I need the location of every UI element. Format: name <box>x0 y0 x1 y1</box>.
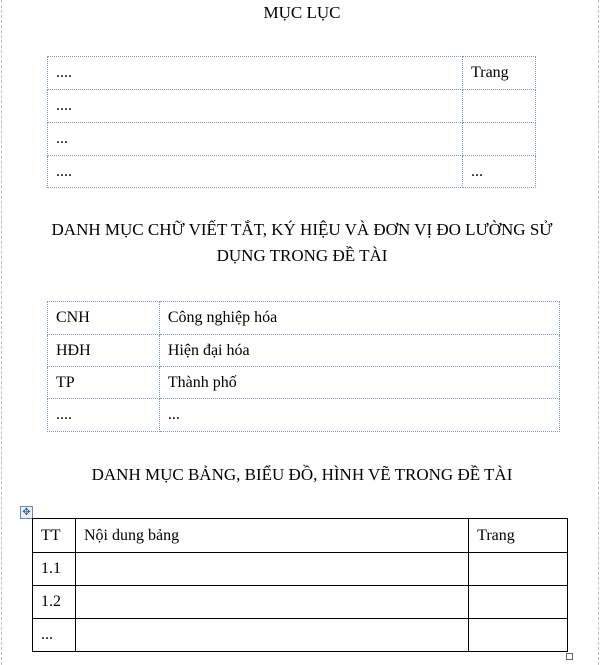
table-row <box>48 123 536 156</box>
toc-title: MỤC LỤC <box>263 3 341 22</box>
toc-table <box>47 56 536 188</box>
toc-cell-content[interactable]: .... <box>48 156 463 188</box>
page-margin-left <box>1 0 3 665</box>
toc-cell-page[interactable]: Trang <box>463 57 536 90</box>
header-page[interactable]: Trang <box>469 519 568 553</box>
table-row <box>33 553 568 586</box>
toc-cell-page[interactable] <box>463 90 536 123</box>
no-cell[interactable]: 1.1 <box>33 553 76 586</box>
meaning-cell[interactable]: Công nghiệp hóa <box>159 302 559 335</box>
header-content[interactable]: Nội dung bảng <box>75 519 468 553</box>
table-row <box>48 302 560 335</box>
abbr-cell[interactable]: CNH <box>48 302 160 335</box>
table-resize-handle[interactable] <box>566 653 573 660</box>
move-icon[interactable]: ✥ <box>20 506 33 519</box>
tables-list-table <box>32 518 568 652</box>
meaning-cell[interactable]: ... <box>159 399 559 432</box>
content-cell[interactable] <box>75 553 468 586</box>
abbreviations-table <box>47 301 560 432</box>
page-margin-right <box>598 0 600 665</box>
abbr-cell[interactable]: HĐH <box>48 335 160 367</box>
meaning-cell[interactable]: Hiện đại hóa <box>159 335 559 367</box>
toc-cell-content[interactable]: .... <box>48 57 463 90</box>
toc-cell-content[interactable]: .... <box>48 90 463 123</box>
abbr-title-line2: DỤNG TRONG ĐỀ TÀI <box>216 246 388 265</box>
table-row <box>48 90 536 123</box>
no-cell[interactable]: 1.2 <box>33 586 76 619</box>
table-row <box>48 57 536 90</box>
header-no[interactable]: TT <box>33 519 76 553</box>
meaning-cell[interactable]: Thành phố <box>159 367 559 399</box>
content-cell[interactable] <box>75 619 468 652</box>
tables-list-title: DANH MỤC BẢNG, BIỂU ĐỒ, HÌNH VẼ TRONG ĐỀ TÀI <box>91 465 513 484</box>
page-cell[interactable] <box>469 586 568 619</box>
table-row <box>33 586 568 619</box>
page-cell[interactable] <box>469 553 568 586</box>
table-row <box>48 399 560 432</box>
table-row <box>48 367 560 399</box>
table-row <box>48 335 560 367</box>
page-cell[interactable] <box>469 619 568 652</box>
abbr-title-line1: DANH MỤC CHỮ VIẾT TẮT, KÝ HIỆU VÀ ĐƠN VỊ ĐO LƯỜNG SỬ <box>51 220 553 239</box>
toc-cell-content[interactable]: ... <box>48 123 463 156</box>
toc-cell-page[interactable]: ... <box>463 156 536 188</box>
table-row <box>48 156 536 188</box>
abbr-cell[interactable]: .... <box>48 399 160 432</box>
abbr-cell[interactable]: TP <box>48 367 160 399</box>
table-row <box>33 619 568 652</box>
no-cell[interactable]: ... <box>33 619 76 652</box>
toc-cell-page[interactable] <box>463 123 536 156</box>
table-header-row <box>33 519 568 553</box>
content-cell[interactable] <box>75 586 468 619</box>
